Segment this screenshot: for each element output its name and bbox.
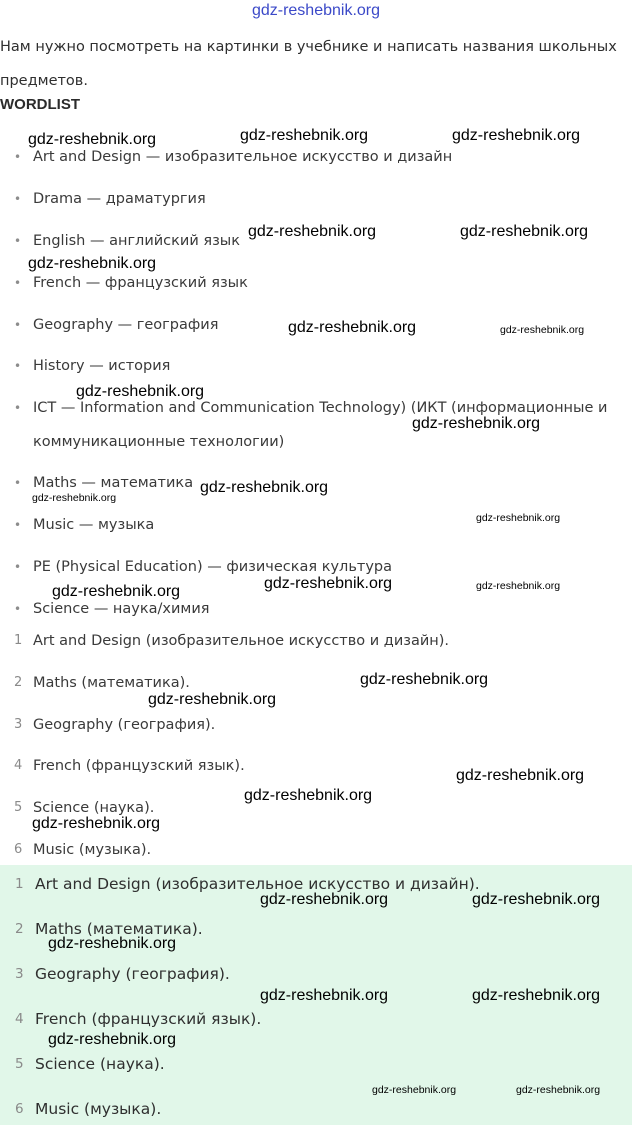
intro-text: Нам нужно посмотреть на картинки в учебнике и написать названия школьных предметов. (0, 39, 617, 89)
watermark: gdz-reshebnik.org (460, 223, 589, 240)
bullet-dot: • (14, 276, 22, 290)
watermark: gdz-reshebnik.org (476, 512, 561, 524)
watermark: gdz-reshebnik.org (472, 891, 601, 908)
bullet-dot: • (14, 476, 22, 490)
bullet-dot: • (14, 234, 22, 248)
bullet-dot: • (14, 560, 22, 574)
watermark: gdz-reshebnik.org (412, 415, 541, 432)
watermark: gdz-reshebnik.org (372, 1084, 457, 1096)
watermark: gdz-reshebnik.org (516, 1084, 601, 1096)
header-watermark[interactable]: gdz-reshebnik.org (251, 2, 381, 19)
watermark: gdz-reshebnik.org (28, 255, 157, 272)
bullet-dot: • (14, 150, 22, 164)
watermark: gdz-reshebnik.org (500, 324, 585, 336)
bullet-dot: • (14, 602, 22, 616)
watermark: gdz-reshebnik.org (472, 987, 601, 1004)
watermark: gdz-reshebnik.org (76, 383, 205, 400)
watermark: gdz-reshebnik.org (476, 580, 561, 592)
watermark: gdz-reshebnik.org (48, 935, 177, 952)
wordlist-heading: WORDLIST (0, 96, 80, 113)
bullet-dot: • (14, 401, 22, 415)
bullet-dot: • (14, 359, 22, 373)
watermark: gdz-reshebnik.org (452, 127, 581, 144)
bullet-dot: • (14, 192, 22, 206)
watermark: gdz-reshebnik.org (28, 131, 157, 148)
bullet-dot: • (14, 318, 22, 332)
watermark: gdz-reshebnik.org (456, 767, 585, 784)
watermark: gdz-reshebnik.org (360, 671, 489, 688)
watermark: gdz-reshebnik.org (264, 575, 393, 592)
bullet-dot: • (14, 518, 22, 532)
watermark: gdz-reshebnik.org (244, 787, 373, 804)
watermark: gdz-reshebnik.org (248, 223, 377, 240)
watermark: gdz-reshebnik.org (288, 319, 417, 336)
watermark: gdz-reshebnik.org (148, 691, 277, 708)
watermark: gdz-reshebnik.org (52, 583, 181, 600)
watermark: gdz-reshebnik.org (200, 479, 329, 496)
watermark: gdz-reshebnik.org (240, 127, 369, 144)
watermark: gdz-reshebnik.org (32, 815, 161, 832)
highlighted-answer-block: 1 Art and Design (изобразительное искусство и дизайн). 2 Maths (математика). 3 Geography (география). 4 French (французский язык). 5 Science (наука). 6 Music (музыка). (0, 865, 632, 1125)
watermark: gdz-reshebnik.org (48, 1031, 177, 1048)
watermark: gdz-reshebnik.org (260, 987, 389, 1004)
watermark: gdz-reshebnik.org (32, 492, 117, 504)
watermark: gdz-reshebnik.org (260, 891, 389, 908)
